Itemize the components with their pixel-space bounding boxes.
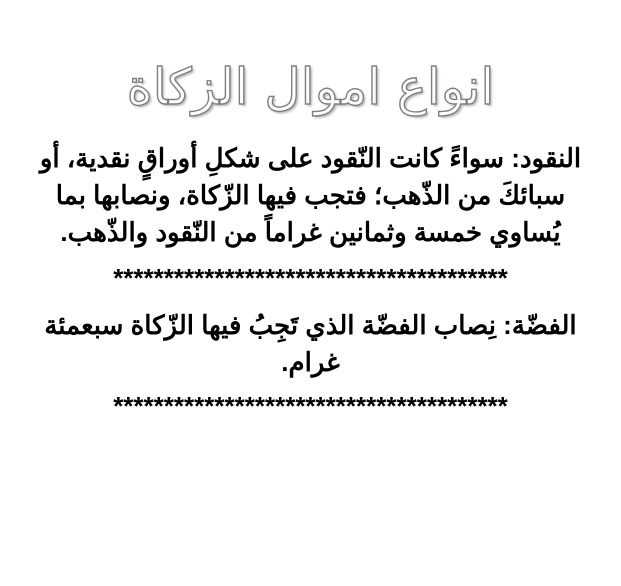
paragraph-silver: الفضّة: نِصاب الفضّة الذي تَجِبُ فيها الزّكاة سبعمئة غرام. [44, 310, 577, 377]
asterisk-separator: *************************************** [113, 263, 508, 293]
paragraph-money: النقود: سواءً كانت النّقود على شكلِ أوراقٍ نقدية، أو سبائكَ من الذّهب؛ فتجب فيها الزّكاة، ونصابها بما يُساوي خمسة وثمانين غراماً من النّقود والذّهب. [39, 143, 582, 247]
document-title: انواع اموال الزكاة [126, 58, 495, 116]
asterisk-separator: *************************************** [113, 391, 508, 421]
